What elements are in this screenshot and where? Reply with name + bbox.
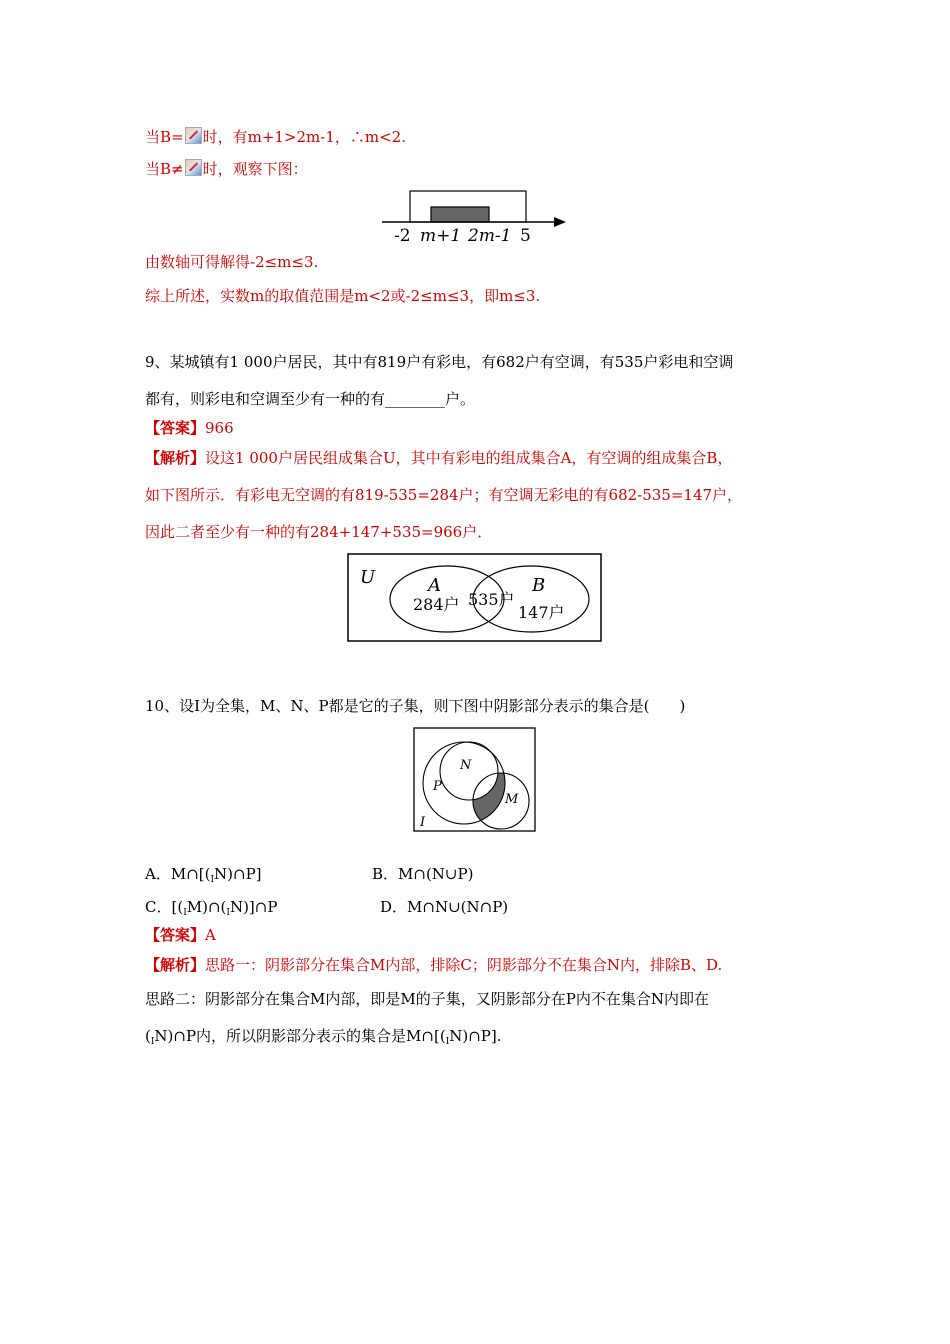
- option-a[interactable]: [145, 864, 262, 890]
- analysis-text: 思路一：阴影部分在集合M内部，排除C；阴影部分不在集合N内，排除B、D.: [205, 956, 723, 974]
- venn-diagram-ab: [347, 553, 603, 643]
- q10-analysis-line3: [145, 1026, 502, 1052]
- complement-subscript: I: [210, 875, 215, 885]
- analysis-text3b: N)∩P内，所以阴影部分表示的集合是M∩[(: [154, 1027, 446, 1045]
- intersection-count: 535户: [468, 590, 515, 609]
- option-c-text2: M)∩(: [186, 898, 227, 916]
- a-only-count: 284户: [413, 595, 460, 614]
- q10-text: 10、设I为全集，M、N、P都是它的子集，则下图中阴影部分表示的集合是( ): [145, 697, 686, 715]
- q9-analysis-line2: 如下图所示．有彩电无空调的有819-535=284户；有空调无彩电的有682-535=147户，: [145, 486, 743, 504]
- analysis-text3c: N)∩P].: [449, 1027, 502, 1045]
- q10-analysis-line1: [145, 955, 722, 975]
- case-nonempty-line: [145, 159, 308, 179]
- universe-label: U: [360, 567, 376, 588]
- option-c-text1: C．[(: [145, 898, 184, 916]
- axis-arrow-icon: [554, 217, 566, 227]
- option-a-text2: N)∩P]: [214, 865, 262, 883]
- tick-label-5: 5: [520, 226, 531, 246]
- option-b[interactable]: B．M∩(N∪P): [372, 865, 474, 883]
- q10-answer: [145, 925, 216, 945]
- tick-label-neg2: -2: [394, 226, 411, 246]
- complement-subscript: I: [183, 908, 187, 918]
- set-a-label: A: [428, 575, 441, 596]
- numberline-result: 由数轴可得解得-2≤m≤3.: [145, 253, 319, 271]
- analysis-text3a: (: [145, 1027, 151, 1045]
- q10-analysis-line2: 思路二：阴影部分在集合M内部，即是M的子集，又阴影部分在P内不在集合N内即在: [145, 990, 709, 1008]
- option-c-text3: N)]∩P: [229, 898, 278, 916]
- analysis-text: 设这1 000户居民组成集合U，其中有彩电的组成集合A，有空调的组成集合B，: [205, 449, 733, 467]
- tick-label-2m-minus-1: 2m-1: [468, 226, 512, 246]
- case-empty-text: 时，有m+1>2m-1，∴m<2.: [202, 128, 406, 146]
- venn-diagram-mnp: [413, 727, 537, 833]
- q9-analysis-line3: 因此二者至少有一种的有284+147+535=966户．: [145, 523, 493, 541]
- set-m-label: M: [505, 792, 519, 807]
- answer-value: 966: [205, 419, 234, 437]
- case-empty-prefix: 当B=: [145, 128, 184, 146]
- answer-value: A: [205, 926, 216, 944]
- option-d[interactable]: D．M∩N∪(N∩P): [380, 898, 509, 916]
- analysis-tag: 【解析】: [145, 449, 206, 467]
- set-b-label: B: [532, 575, 546, 596]
- b-only-count: 147户: [518, 603, 565, 622]
- complement-subscript: I: [226, 908, 230, 918]
- empty-set-icon: [185, 127, 202, 144]
- set-p-label: P: [433, 779, 442, 794]
- tick-label-m-plus-1: m+1: [420, 226, 462, 246]
- q9-answer: [145, 418, 234, 438]
- universe-label: I: [420, 815, 426, 830]
- set-n-label: N: [460, 758, 472, 773]
- option-c[interactable]: [145, 897, 277, 923]
- option-a-text1: A．M∩[(: [145, 865, 211, 883]
- answer-tag: 【答案】: [145, 419, 206, 437]
- q9-analysis-line1: [145, 448, 732, 468]
- q9-text-line1: 9、某城镇有1 000户居民，其中有819户有彩电，有682户有空调，有535户彩电和空调: [145, 353, 734, 371]
- q9-text-line2: 都有，则彩电和空调至少有一种的有________户。: [145, 390, 476, 408]
- summary-line: 综上所述，实数m的取值范围是m<2或-2≤m≤3，即m≤3.: [145, 287, 541, 305]
- inner-interval-shaded: [431, 207, 489, 222]
- analysis-tag: 【解析】: [145, 956, 206, 974]
- case-nonempty-prefix: 当B≠: [145, 160, 184, 178]
- empty-set-icon: [185, 159, 202, 176]
- case-empty-line: [145, 127, 406, 147]
- number-line-figure: [380, 188, 570, 246]
- case-nonempty-text: 时，观察下图：: [202, 160, 308, 178]
- answer-tag: 【答案】: [145, 926, 206, 944]
- complement-subscript: I: [445, 1037, 450, 1047]
- complement-subscript: I: [150, 1037, 155, 1047]
